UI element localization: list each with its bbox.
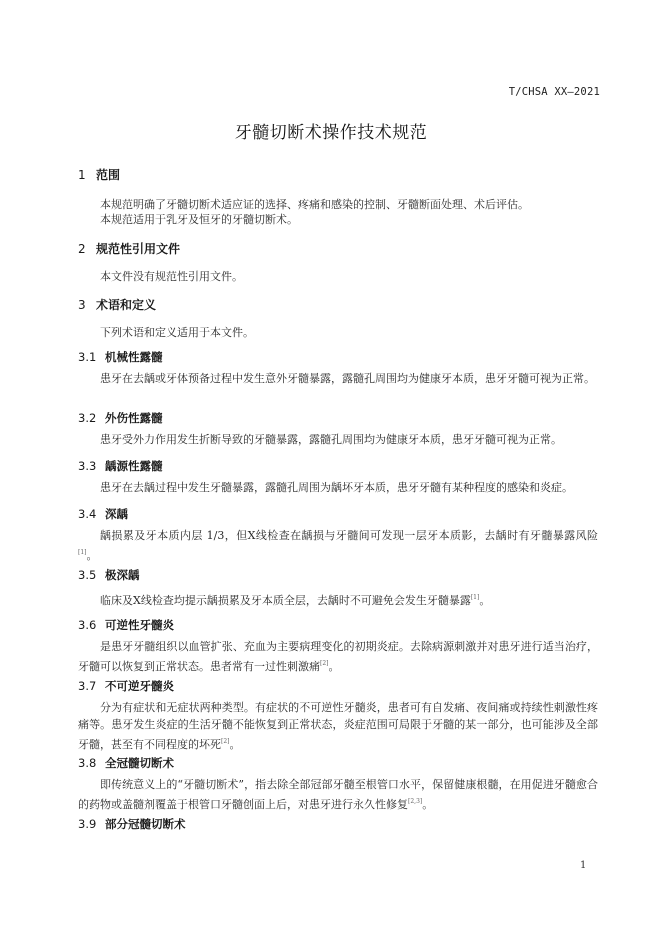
term-definition-3-7 xyxy=(78,699,598,753)
term-definition-3-4 xyxy=(78,527,598,564)
definition-text: 是患牙牙髓组织以血管扩张、充血为主要病理变化的初期炎症。去除病源刺激并对患牙进行适当治疗，牙髓可以恢复到正常状态。患者常有一过性刺激痛 xyxy=(78,640,598,673)
term-title: 部分冠髓切断术 xyxy=(105,817,186,831)
section-heading-3 xyxy=(78,296,156,313)
term-heading-3-4 xyxy=(78,506,128,522)
term-title: 机械性露髓 xyxy=(105,350,163,364)
term-heading-3-5 xyxy=(78,567,140,583)
terms-intro-paragraph: 下列术语和定义适用于本文件。 xyxy=(100,326,254,339)
section-heading-2 xyxy=(78,240,180,257)
definition-tail: 。 xyxy=(86,549,98,562)
term-definition-3-5 xyxy=(78,589,598,609)
page-number: 1 xyxy=(580,860,587,871)
citation-ref[interactable]: [2] xyxy=(221,738,230,745)
scope-paragraph-2: 本规范适用于乳牙及恒牙的牙髓切断术。 xyxy=(100,213,298,226)
term-number: 3.8 xyxy=(78,756,97,770)
references-paragraph: 本文件没有规范性引用文件。 xyxy=(100,270,243,283)
term-title: 不可逆牙髓炎 xyxy=(105,679,174,693)
section-title: 范围 xyxy=(96,168,121,182)
doc-code: T/CHSA XX—2021 xyxy=(508,86,600,98)
definition-text: 即传统意义上的“牙髓切断术”，指去除全部冠部牙髓至根管口水平，保留健康根髓，在用促进牙髓愈合的药物或盖髓剂覆盖于根管口牙髓创面上后，对患牙进行永久性修复 xyxy=(78,778,598,811)
section-number: 3 xyxy=(78,298,86,312)
term-number: 3.2 xyxy=(78,411,97,425)
term-title: 深龋 xyxy=(105,507,128,521)
term-definition-3-3: 患牙在去龋过程中发生牙髓暴露，露髓孔周围为龋坏牙本质，患牙牙髓有某种程度的感染和炎症。 xyxy=(100,481,573,494)
definition-text: 分为有症状和无症状两种类型。有症状的不可逆性牙髓炎，患者可有自发痛、夜间痛或持续性刺激性疼痛等。患牙发生炎症的生活牙髓不能恢复到正常状态，炎症范围可局限于牙髓的某一部分，也可能涉及全部牙髓，甚至有不同程度的坏死 xyxy=(78,701,598,751)
section-title: 术语和定义 xyxy=(96,298,157,312)
term-title: 极深龋 xyxy=(105,568,140,582)
section-number: 1 xyxy=(78,168,86,182)
term-heading-3-7 xyxy=(78,678,174,694)
citation-ref[interactable]: [2,3] xyxy=(408,798,423,805)
definition-text: 龋损累及牙本质内层 1/3，但X线检查在龋损与牙髓间可发现一层牙本质影，去龋时有牙髓暴露风险 xyxy=(100,529,598,542)
term-title: 可逆性牙髓炎 xyxy=(105,618,174,632)
definition-tail: 。 xyxy=(479,594,491,607)
term-heading-3-6 xyxy=(78,617,174,633)
term-number: 3.3 xyxy=(78,459,97,473)
term-heading-3-1 xyxy=(78,349,163,365)
term-number: 3.5 xyxy=(78,568,97,582)
section-number: 2 xyxy=(78,242,86,256)
term-heading-3-9 xyxy=(78,816,186,832)
citation-ref[interactable]: [1] xyxy=(470,594,480,601)
definition-tail: 。 xyxy=(229,738,241,751)
term-definition-3-6 xyxy=(78,638,598,675)
definition-text: 临床及X线检查均提示龋损累及牙本质全层，去龋时不可避免会发生牙髓暴露 xyxy=(100,594,471,607)
term-heading-3-3 xyxy=(78,458,163,474)
term-definition-3-2: 患牙受外力作用发生折断导致的牙髓暴露，露髓孔周围均为健康牙本质，患牙牙髓可视为正常。 xyxy=(100,433,562,446)
term-heading-3-8 xyxy=(78,755,174,771)
term-definition-3-8 xyxy=(78,776,598,813)
term-number: 3.7 xyxy=(78,679,97,693)
section-heading-1 xyxy=(78,166,120,183)
term-title: 外伤性露髓 xyxy=(105,411,163,425)
term-number: 3.1 xyxy=(78,350,97,364)
term-number: 3.6 xyxy=(78,618,97,632)
term-number: 3.9 xyxy=(78,817,97,831)
document-title: 牙髓切断术操作技术规范 xyxy=(234,123,428,143)
term-number: 3.4 xyxy=(78,507,97,521)
term-definition-3-1: 患牙在去龋或牙体预备过程中发生意外牙髓暴露，露髓孔周围均为健康牙本质，患牙牙髓可视为正常。 xyxy=(100,372,595,385)
term-heading-3-2 xyxy=(78,410,163,426)
term-title: 全冠髓切断术 xyxy=(105,756,174,770)
citation-ref[interactable]: [1] xyxy=(78,549,87,556)
section-title: 规范性引用文件 xyxy=(96,242,181,256)
scope-paragraph-1: 本规范明确了牙髓切断术适应证的选择、疼痛和感染的控制、牙髓断面处理、术后评估。 xyxy=(100,198,529,211)
term-title: 龋源性露髓 xyxy=(105,459,163,473)
definition-tail: 。 xyxy=(422,798,434,811)
citation-ref[interactable]: [2] xyxy=(320,660,329,667)
definition-tail: 。 xyxy=(328,660,340,673)
